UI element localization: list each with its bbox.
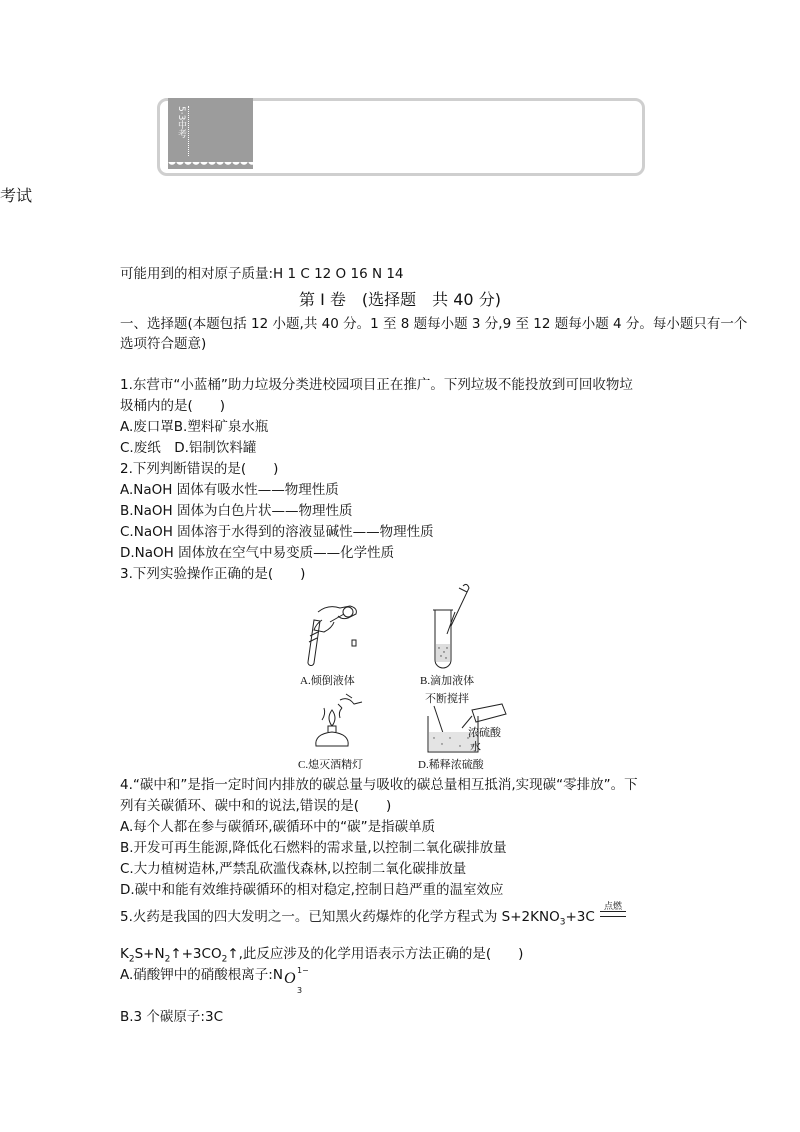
- q5-option-b: B.3 个碳原子:3C: [120, 1009, 223, 1025]
- instructions-line-2: 选项符合题意): [120, 336, 207, 352]
- q4-option-c: C.大力植树造林,严禁乱砍滥伐森林,以控制二氧化碳排放量: [120, 861, 467, 877]
- header-tab: [168, 98, 253, 162]
- caption-d: D.稀释浓硫酸: [418, 759, 484, 771]
- label-water: 水: [470, 741, 481, 753]
- reaction-equals-sign: [600, 911, 626, 917]
- q3-stem: 3.下列实验操作正确的是( ): [120, 566, 306, 582]
- q4-option-d: D.碳中和能有效维持碳循环的相对稳定,控制日趋严重的温室效应: [120, 882, 504, 898]
- tab-divider: [188, 106, 190, 156]
- q4-stem-line-1: 4.“碳中和”是指一定时间内排放的碳总量与吸收的碳总量相互抵消,实现碳“零排放”。下: [120, 777, 638, 793]
- q5-line2-b: S+N: [134, 946, 165, 962]
- q4-option-b: B.开发可再生能源,降低化石燃料的需求量,以控制二氧化碳排放量: [120, 840, 507, 856]
- nitrate-sub: 3: [296, 986, 303, 995]
- nitrate-O: O: [283, 970, 296, 987]
- q5-stem-tail: +3C: [565, 909, 595, 925]
- q4-option-a: A.每个人都在参与碳循环,碳循环中的“碳”是指碳单质: [120, 819, 436, 835]
- caption-a: A.倾倒液体: [300, 675, 355, 687]
- q2-option-c: C.NaOH 固体溶于水得到的溶液显碱性——物理性质: [120, 524, 434, 540]
- q1-stem-line-1: 1.东营市“小蓝桶”助力垃圾分类进校园项目正在推广。下列垃圾不能投放到可回收物垃: [120, 377, 633, 393]
- label-acid: 浓硫酸: [468, 727, 501, 739]
- nitrate-ion-notation: [283, 966, 309, 995]
- q5-line2-c: ↑+3CO: [170, 946, 222, 962]
- caption-c: C.熄灭酒精灯: [298, 759, 364, 771]
- q5-option-a: [120, 966, 309, 995]
- instructions-line-1: 一、选择题(本题包括 12 小题,共 40 分。1 至 8 题每小题 3 分,9 至 12 题每小题 4 分。每小题只有一个: [120, 316, 748, 332]
- figure-pour-liquid: [292, 600, 372, 672]
- q2-stem: 2.下列判断错误的是( ): [120, 461, 279, 477]
- q4-stem-line-2: 列有关碳循环、碳中和的说法,错误的是( ): [120, 798, 392, 814]
- q2-option-d: D.NaOH 固体放在空气中易变质——化学性质: [120, 545, 395, 561]
- q1-stem-line-2: 圾桶内的是( ): [120, 398, 226, 414]
- figure-drop-liquid: [425, 582, 485, 672]
- caption-b: B.滴加液体: [420, 675, 475, 687]
- q5-line2-sub2: 2: [164, 954, 171, 965]
- q5-stem-sub: 3: [559, 917, 566, 928]
- exam-label-fragment: 考试: [0, 186, 33, 205]
- header-tab-label: 5·3中考: [176, 106, 186, 139]
- q5-stem-text: 5.火药是我国的四大发明之一。已知黑火药爆炸的化学方程式为 S+2KNO: [120, 909, 560, 925]
- q1-options-2: C.废纸 D.铝制饮料罐: [120, 440, 257, 456]
- q5-line2-sub3: 2: [221, 954, 228, 965]
- section-title: 第 I 卷 (选择题 共 40 分): [299, 290, 501, 309]
- q2-option-a: A.NaOH 固体有吸水性——物理性质: [120, 482, 339, 498]
- figure-extinguish-lamp: [300, 690, 370, 754]
- q5-option-a-text: A.硝酸钾中的硝酸根离子:N: [120, 967, 283, 983]
- q5-line2-d: ↑,此反应涉及的化学用语表示方法正确的是( ): [227, 946, 524, 962]
- q5-stem: [120, 908, 595, 932]
- nitrate-charge: 1−: [296, 966, 309, 975]
- q5-line2-a: K: [120, 946, 129, 962]
- q1-options-1: A.废口罩B.塑料矿泉水瓶: [120, 419, 269, 435]
- atomic-masses: 可能用到的相对原子质量:H 1 C 12 O 16 N 14: [120, 266, 404, 282]
- label-stir: 不断搅拌: [425, 693, 469, 705]
- q2-option-b: B.NaOH 固体为白色片状——物理性质: [120, 503, 353, 519]
- q5-line2-sub1: 2: [128, 954, 135, 965]
- reaction-condition: 点燃: [603, 902, 622, 912]
